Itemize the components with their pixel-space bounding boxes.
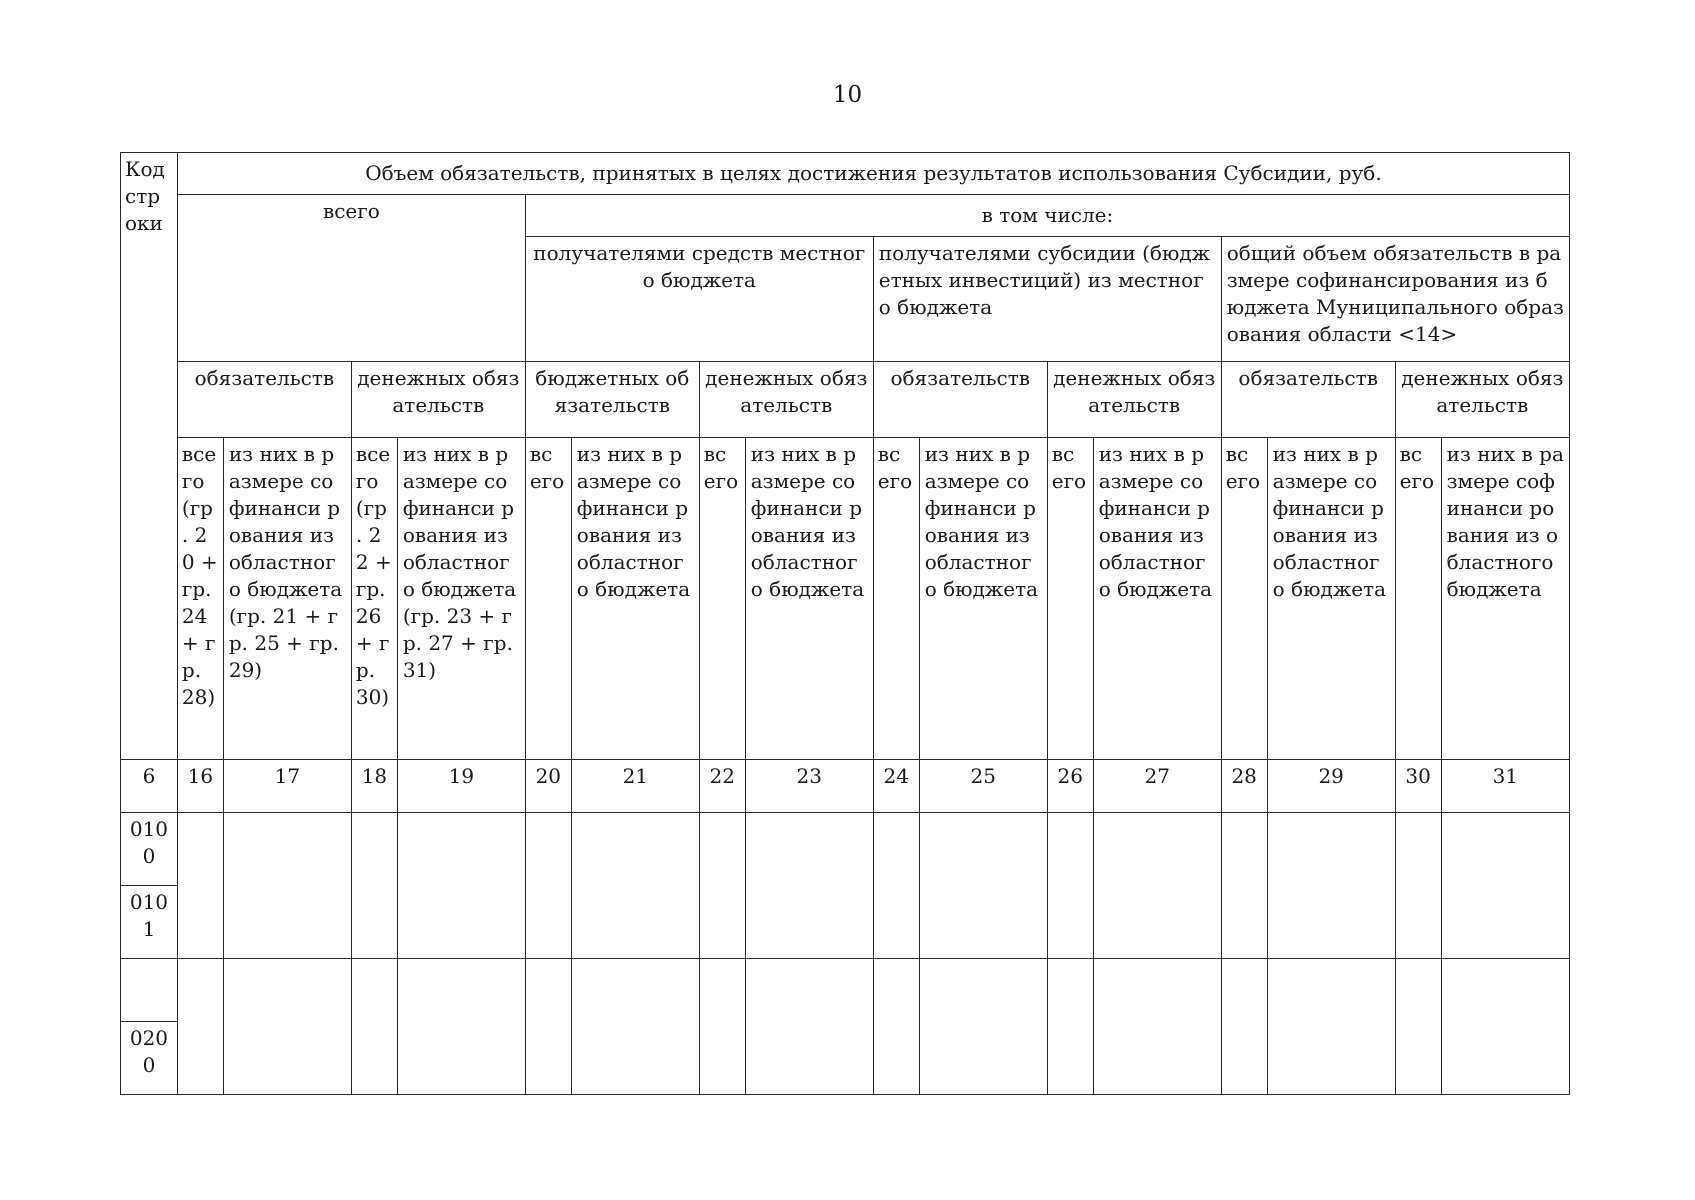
table-cell[interactable] (1221, 813, 1267, 959)
table-cell[interactable] (1441, 959, 1569, 1095)
leaf-header-vsego: вс его (1047, 438, 1093, 760)
table-cell[interactable] (223, 959, 351, 1095)
row-code: 010 0 (121, 813, 178, 886)
table-cell[interactable] (177, 813, 223, 959)
subheader-g1-monetary: денежных обязательств (699, 362, 873, 438)
table-cell[interactable] (1047, 959, 1093, 1095)
subheader-g1-budget: бюджетных обязательств (525, 362, 699, 438)
leaf-header-cofin: из них в размере софинанси рования из областного бюджета (1441, 438, 1569, 760)
obligations-table (120, 152, 1570, 1095)
table-cell[interactable] (1047, 813, 1093, 959)
column-number: 26 (1047, 760, 1093, 813)
leaf-header-total-all-1: все го (гр . 20 + гр. 24 + гр. 28) (177, 438, 223, 760)
leaf-header-cofin: из них в размере софинанси рования из областного бюджета (571, 438, 699, 760)
column-number: 24 (873, 760, 919, 813)
column-number: 29 (1267, 760, 1395, 813)
subheader-g3-obligations: обязательств (1221, 362, 1395, 438)
column-number: 23 (745, 760, 873, 813)
column-number: 19 (397, 760, 525, 813)
table-cell[interactable] (1267, 813, 1395, 959)
row-code (121, 959, 178, 1022)
group-header-cofinancing: общий объем обязательств в размере софинансирования из бюджета Муниципального образования области <14> (1221, 237, 1569, 362)
table-cell[interactable] (525, 959, 571, 1095)
column-number: 30 (1395, 760, 1441, 813)
column-numbers-row (121, 760, 1570, 813)
group-header-local-budget: получателями средств местного бюджета (525, 237, 873, 362)
column-number: 25 (919, 760, 1047, 813)
column-number: 28 (1221, 760, 1267, 813)
table-cell[interactable] (873, 959, 919, 1095)
table-row (121, 959, 1570, 1022)
subheader-g2-obligations: обязательств (873, 362, 1047, 438)
table-cell[interactable] (1093, 959, 1221, 1095)
table-cell[interactable] (919, 813, 1047, 959)
subheader-total-monetary: денежных обязательств (351, 362, 525, 438)
column-number: 21 (571, 760, 699, 813)
table-cell[interactable] (571, 959, 699, 1095)
leaf-header-vsego: вс его (1221, 438, 1267, 760)
leaf-header-vsego: вс его (699, 438, 745, 760)
table-cell[interactable] (571, 813, 699, 959)
column-number: 16 (177, 760, 223, 813)
total-header: всего (177, 195, 525, 362)
row-code: 020 0 (121, 1022, 178, 1095)
table-cell[interactable] (1395, 959, 1441, 1095)
page-number: 10 (832, 82, 863, 108)
table-cell[interactable] (699, 813, 745, 959)
table-cell[interactable] (177, 959, 223, 1095)
including-header: в том числе: (525, 195, 1569, 237)
table-cell[interactable] (397, 959, 525, 1095)
table-cell[interactable] (919, 959, 1047, 1095)
leaf-header-cofin-1: из них в размере софинанси рования из областного бюджета (гр. 21 + гр. 25 + гр. 29) (223, 438, 351, 760)
subheader-g2-monetary: денежных обязательств (1047, 362, 1221, 438)
leaf-header-vsego: вс его (1395, 438, 1441, 760)
column-number: 22 (699, 760, 745, 813)
table-cell[interactable] (699, 959, 745, 1095)
table-cell[interactable] (1093, 813, 1221, 959)
group-header-subsidy-recipients: получателями субсидии (бюджетных инвестиций) из местного бюджета (873, 237, 1221, 362)
column-number: 17 (223, 760, 351, 813)
table-cell[interactable] (351, 813, 397, 959)
leaf-header-cofin: из них в размере софинанси рования из областного бюджета (919, 438, 1047, 760)
main-header: Объем обязательств, принятых в целях достижения результатов использования Субсидии, руб. (177, 153, 1569, 195)
leaf-header-vsego: вс его (873, 438, 919, 760)
table-cell[interactable] (351, 959, 397, 1095)
table-cell[interactable] (1267, 959, 1395, 1095)
column-number: 31 (1441, 760, 1569, 813)
leaf-header-cofin: из них в размере софинанси рования из областного бюджета (1267, 438, 1395, 760)
leaf-header-total-all-2: все го (гр . 22 + гр. 26 + гр. 30) (351, 438, 397, 760)
table-cell[interactable] (873, 813, 919, 959)
table-cell[interactable] (745, 959, 873, 1095)
row-code-header: Код стр оки (121, 153, 178, 760)
leaf-header-cofin-2: из них в размере софинанси рования из областного бюджета (гр. 23 + гр. 27 + гр. 31) (397, 438, 525, 760)
table-cell[interactable] (745, 813, 873, 959)
table-cell[interactable] (1221, 959, 1267, 1095)
table-cell[interactable] (525, 813, 571, 959)
leaf-header-cofin: из них в размере софинанси рования из областного бюджета (1093, 438, 1221, 760)
table-cell[interactable] (1395, 813, 1441, 959)
table-row (121, 813, 1570, 886)
table-cell[interactable] (397, 813, 525, 959)
leaf-header-vsego: вс его (525, 438, 571, 760)
column-number: 20 (525, 760, 571, 813)
column-number: 27 (1093, 760, 1221, 813)
leaf-header-cofin: из них в размере софинанси рования из областного бюджета (745, 438, 873, 760)
column-number: 6 (121, 760, 178, 813)
table-cell[interactable] (223, 813, 351, 959)
row-code: 010 1 (121, 886, 178, 959)
column-number: 18 (351, 760, 397, 813)
table-cell[interactable] (1441, 813, 1569, 959)
subheader-total-obligations: обязательств (177, 362, 351, 438)
subheader-g3-monetary: денежных обязательств (1395, 362, 1569, 438)
